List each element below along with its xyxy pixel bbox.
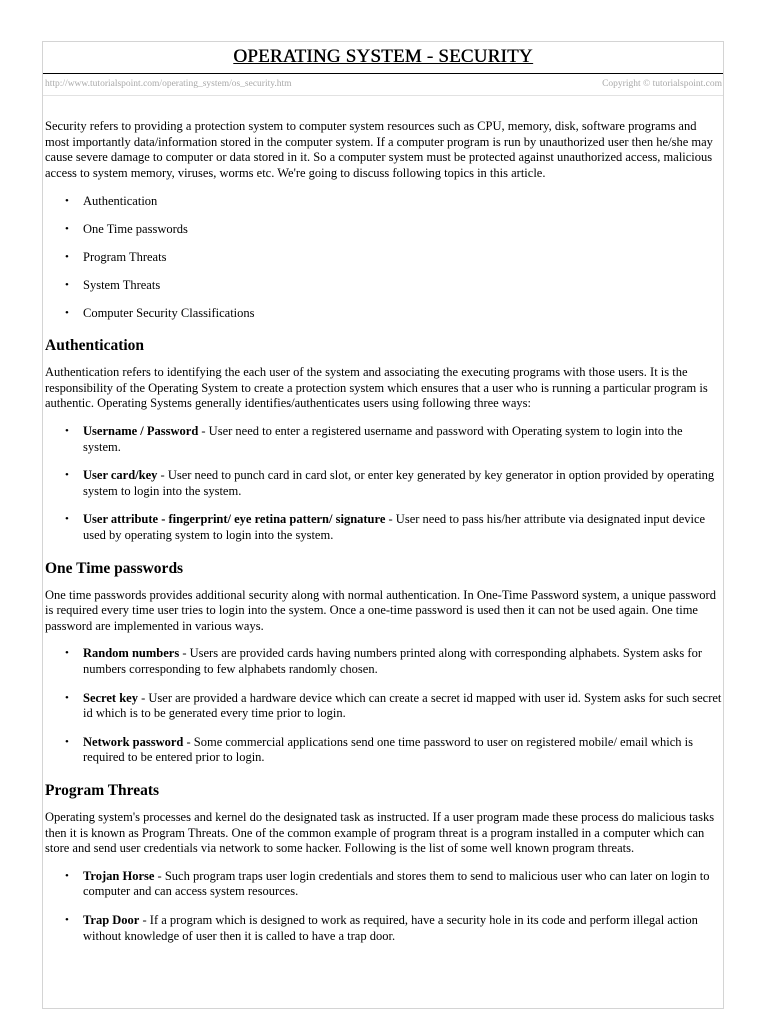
bullet-icon: • xyxy=(65,513,69,526)
otp-paragraph: One time passwords provides additional security along with normal authentication. In One-Time Password system, a unique password is required every time user tries to login into the system. Once a one-time password is used then it can not be used again. One time password are implemented in various ways. xyxy=(45,587,716,633)
section-heading-otp: One Time passwords xyxy=(45,559,184,577)
list-item: • Trap Door - If a program which is designed to work as required, have a security hole in its code and perform illegal action without knowledge of user then it is called to have a trap door. xyxy=(65,912,698,943)
bullet-icon: • xyxy=(65,913,69,926)
list-item: • Program Threats xyxy=(65,249,167,264)
authentication-paragraph: Authentication refers to identifying the each user of the system and associating the executing programs with those users. It is the responsibility of the Operating System to create a protection system which ensures that a user who is running a particular program is authentic. Operating Systems generally identifies/authenticates users using following three ways: xyxy=(45,365,708,411)
list-item: • Computer Security Classifications xyxy=(65,305,255,320)
list-item: • System Threats xyxy=(65,277,161,292)
list-item: • Trojan Horse - Such program traps user login credentials and stores them to send to malicious user who can later on login to computer and can access system resources. xyxy=(65,868,710,899)
list-item: • Network password - Some commercial applications send one time password to user on registered mobile/ email which is required to be entered prior to login. xyxy=(65,734,693,765)
list-item: • One Time passwords xyxy=(65,221,188,236)
program-threats-paragraph: Operating system's processes and kernel do the designated task as instructed. If a user program made these process do malicious tasks then it is known as Program Threats. One of the common example of program threat is a program installed in a computer which can store and send user credentials via network to some hacker. Following is the list of some well known program threats. xyxy=(45,809,715,856)
source-url[interactable]: http://www.tutorialspoint.com/operating_system/os_security.htm xyxy=(45,79,292,89)
document-page xyxy=(42,41,724,1009)
list-item: • Username / Password - User need to enter a registered username and password with Operating system to login into the system. xyxy=(65,424,683,454)
bullet-icon: • xyxy=(65,425,69,438)
list-item: • Secret key - User are provided a hardware device which can create a secret id mapped with user id. System asks for such secret id which is to be generated every time prior to login. xyxy=(65,690,722,721)
bullet-icon: • xyxy=(65,194,69,207)
bullet-icon: • xyxy=(65,647,69,660)
bullet-icon: • xyxy=(65,278,69,291)
program-threats-list xyxy=(45,869,723,944)
list-item: • Random numbers - Users are provided cards having numbers printed along with corresponding alphabets. System asks for numbers corresponding to few alphabets randomly chosen. xyxy=(65,646,702,677)
section-heading-program-threats: Program Threats xyxy=(45,781,160,799)
title-divider xyxy=(43,73,723,74)
bullet-icon: • xyxy=(65,735,69,748)
bullet-icon: • xyxy=(65,250,69,263)
section-heading-authentication: Authentication xyxy=(45,337,145,355)
meta-divider xyxy=(43,95,723,96)
bullet-icon: • xyxy=(65,222,69,235)
copyright-notice: Copyright © tutorialspoint.com xyxy=(602,79,722,89)
bullet-icon: • xyxy=(65,469,69,482)
authentication-list xyxy=(45,424,723,544)
intro-paragraph: Security refers to providing a protection system to computer system resources such as CPU, memory, disk, software programs and most importantly data/information stored in the computer system. If a computer program is run by unauthorized user then he/she may cause severe damage to computer or data stored in it. So a computer system must be protected against unauthorized access, malicious access to system memory, viruses, worms etc. We're going to discuss following topics in this article. xyxy=(45,119,713,180)
bullet-icon: • xyxy=(65,691,69,704)
page-title: OPERATING SYSTEM - SECURITY xyxy=(233,46,533,67)
topics-list xyxy=(45,194,723,322)
bullet-icon: • xyxy=(65,306,69,319)
article-body xyxy=(43,119,723,944)
list-item: • User attribute - fingerprint/ eye retina pattern/ signature - User need to pass his/her attribute via designated input device used by operating system to login into the system. xyxy=(65,512,706,543)
list-item: • Authentication xyxy=(65,193,158,208)
page-meta xyxy=(43,78,723,90)
list-item: • User card/key - User need to punch card in card slot, or enter key generated by key generator in option provided by operating system to login into the system. xyxy=(65,468,715,498)
bullet-icon: • xyxy=(65,869,69,882)
otp-list xyxy=(45,646,723,766)
